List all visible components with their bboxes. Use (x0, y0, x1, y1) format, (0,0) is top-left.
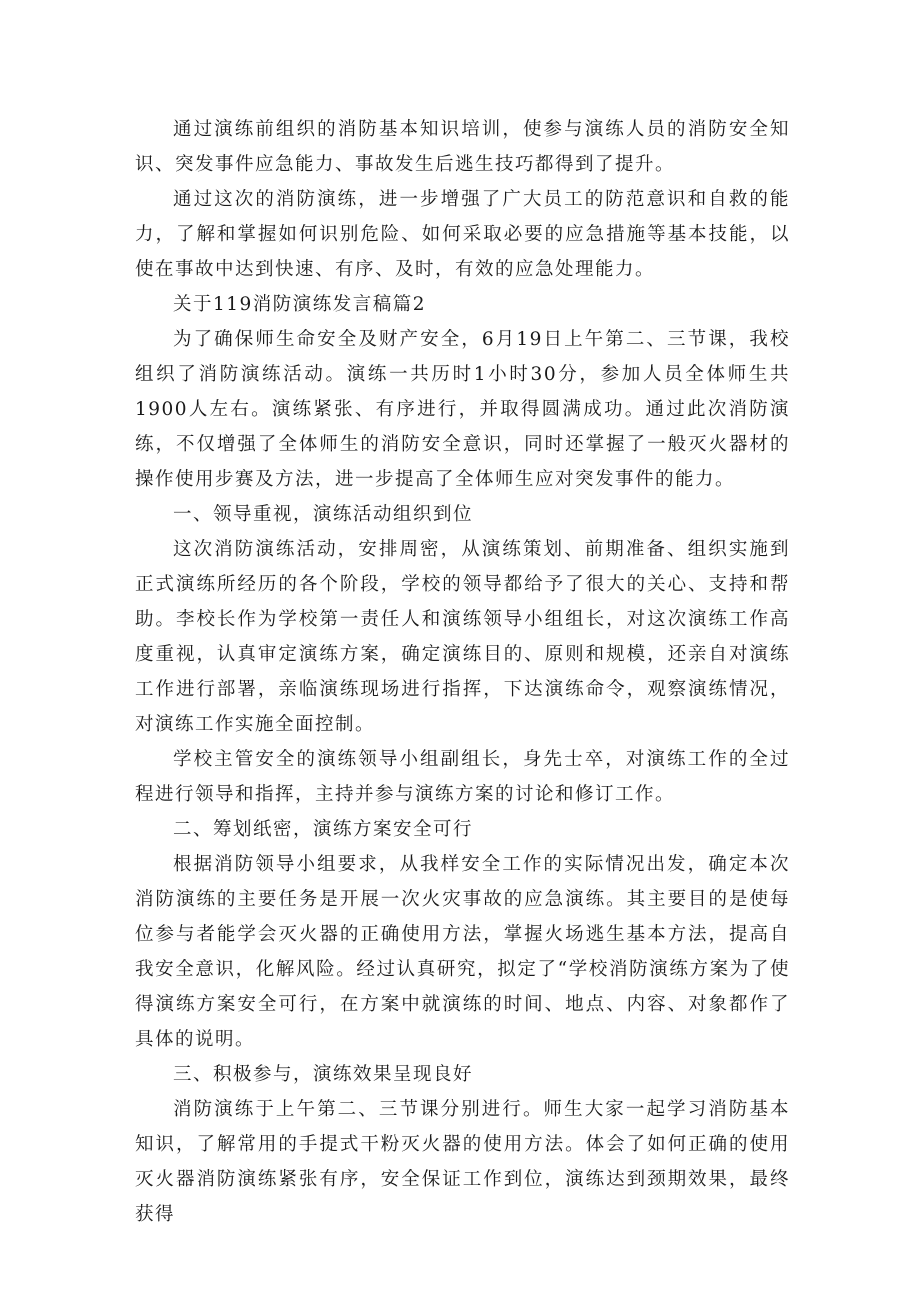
heading-planning: 二、筹划纸密，演练方案安全可行 (173, 819, 474, 840)
paragraph-participation: 消防演练于上午第二、三节课分别进行。师生大家一起学习消防基本知识，了解常用的手提式干粉灭火器的使用方法。体会了如何正确的使用灭火器消防演练紧张有序，安全保证工作到位，演练达到颈期效果，最终获得 (135, 1099, 790, 1225)
paragraph-leadership: 这次消防演练活动，安排周密，从演练策划、前期准备、组织实施到正式演练所经历的各个阶段，学校的领导都给予了很大的关心、支持和帮助。李校长作为学校第一责任人和演练领导小组组长，对这次演练工作高度重视，认真审定演练方案，确定演练目的、原则和规模，还亲自对演练工作进行部署，亲临演练现场进行指挥，下达演练命令，观察演练情况，对演练工作实施全面控制。 (135, 539, 790, 735)
paragraph-planning: 根据消防领导小组要求，从我样安全工作的实际情况出发，确定本次消防演练的主要任务是开展一次火灾事故的应急演练。其主要目的是使每位参与者能学会灭火器的正确使用方法，掌握火场逃生基本方法，提高自我安全意识，化解风险。经过认真研究，拟定了“学校消防演练方案为了使得演练方案安全可行，在方案中就演练的时间、地点、内容、对象都作了具体的说明。 (135, 854, 790, 1050)
document-body (135, 112, 790, 1232)
paragraph-deputy-leader: 学校主管安全的演练领导小组副组长，身先士卒，对演练工作的全过程进行领导和指挥，主持并参与演练方案的讨论和修订工作。 (135, 749, 790, 805)
paragraph-drill-benefits: 通过这次的消防演练，进一步增强了广大员工的防范意识和自救的能力，了解和掌握如何识别危险、如何采取必要的应急措施等基本技能，以使在事故中达到快速、有序、及时，有效的应急处理能力。 (135, 189, 790, 280)
section-title-speech-2: 关于119消防演练发言稿篇2 (173, 294, 427, 315)
paragraph-training-summary: 通过演练前组织的消防基本知识培训，使参与演练人员的消防安全知识、突发事件应急能力、事故发生后逃生技巧都得到了提升。 (135, 119, 790, 175)
heading-leadership: 一、领导重视，演练活动组织到位 (173, 504, 474, 525)
paragraph-drill-overview: 为了确保师生命安全及财产安全，6月19日上午第二、三节课，我校组织了消防演练活动。演练一共历时1小时30分，参加人员全体师生共1900人左右。演练紧张、有序进行，并取得圆满成功。通过此次消防演练，不仅增强了全体师生的消防安全意识，同时还掌握了一般灭火器材的操作使用步赛及方法，进一步提高了全体师生应对突发事件的能力。 (135, 329, 790, 490)
heading-participation: 三、积极参与，演练效果呈现良好 (173, 1064, 474, 1085)
